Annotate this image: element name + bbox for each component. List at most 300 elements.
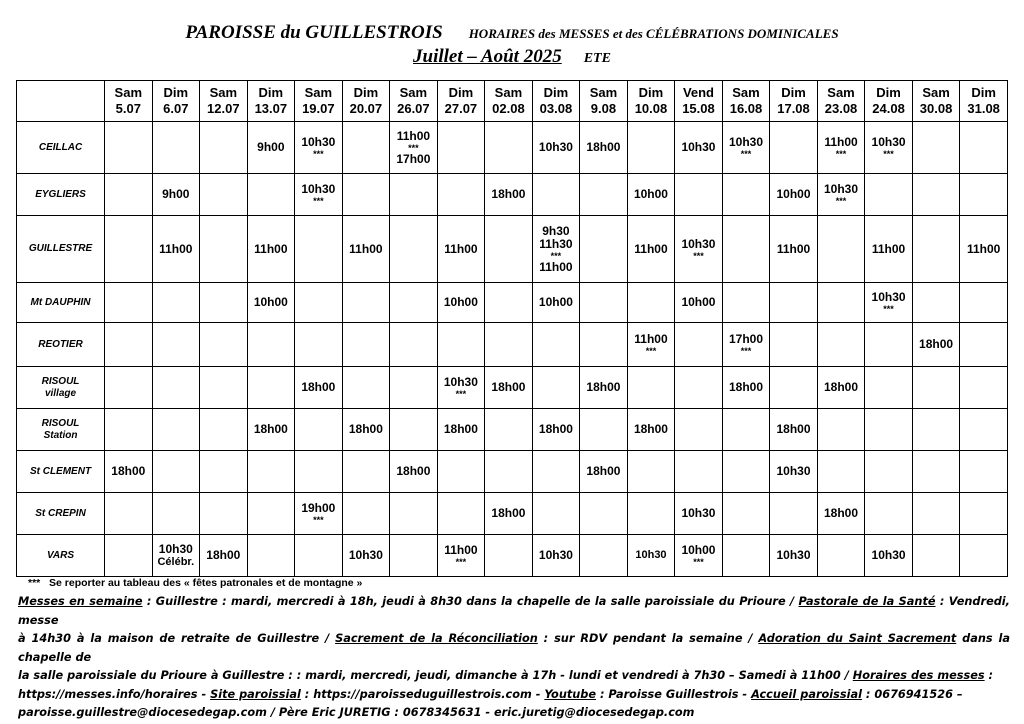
day-name: Sam (114, 85, 143, 100)
schedule-cell (532, 174, 580, 216)
mass-time: 10h30 (824, 182, 859, 196)
schedule-cell (485, 323, 533, 367)
date-value: 16.08 (729, 101, 763, 116)
schedule-cell (960, 216, 1008, 283)
schedule-cell (247, 283, 295, 323)
schedule-cell (485, 493, 533, 535)
schedule-cell (627, 122, 675, 174)
mass-time: 10h00 (538, 295, 573, 309)
table-row (17, 216, 1008, 283)
schedule-cell (627, 174, 675, 216)
schedule-cell (580, 493, 628, 535)
schedule-cell (865, 409, 913, 451)
day-name: Dim (971, 85, 996, 100)
schedule-cell (532, 216, 580, 283)
info-text: : Paroisse Guillestrois - (596, 687, 752, 701)
location-name: RISOUL (41, 417, 80, 429)
schedule-cell (675, 493, 723, 535)
date-column-header (105, 81, 153, 122)
schedule-cell (580, 174, 628, 216)
date-value: 12.07 (207, 101, 240, 116)
schedule-cell (390, 493, 438, 535)
schedule-cell (105, 122, 153, 174)
adoration-label: Adoration du Saint Sacrement (758, 632, 957, 645)
date-value: 6.07 (163, 101, 189, 116)
info-text: : sur RDV pendant la semaine / (537, 632, 759, 645)
mass-time: 10h00 (633, 187, 668, 201)
schedule-cell (912, 216, 960, 283)
day-name: Sam (922, 85, 950, 100)
schedule-cell (390, 535, 438, 577)
mass-time: 11h00 (539, 259, 573, 274)
table-row (17, 409, 1008, 451)
schedule-cell (675, 283, 723, 323)
schedule-cell (152, 535, 200, 577)
schedule-cell (722, 283, 770, 323)
date-column-header (485, 81, 533, 122)
mass-schedule-table (16, 80, 1008, 577)
mass-time: 10h30 (871, 135, 906, 149)
schedule-cell (817, 367, 865, 409)
schedule-cell (817, 216, 865, 283)
schedule-cell (580, 367, 628, 409)
schedule-cell (912, 367, 960, 409)
day-name: Sam (827, 85, 855, 100)
mass-time: 10h30 (871, 548, 906, 562)
schedule-cell (247, 216, 295, 283)
schedule-cell (865, 535, 913, 577)
footnote-marker: *** (408, 142, 419, 153)
schedule-cell (912, 535, 960, 577)
mass-time: 19h00 (301, 501, 336, 515)
schedule-cell (817, 493, 865, 535)
day-name: Dim (781, 85, 806, 100)
schedule-cell (580, 122, 628, 174)
location-cell (17, 535, 105, 577)
location-name: Mt DAUPHIN (30, 296, 91, 308)
schedule-cell (675, 367, 723, 409)
schedule-cell (200, 493, 248, 535)
schedule-cell (437, 535, 485, 577)
date-column-header (342, 81, 390, 122)
mass-time: 10h30 (538, 140, 573, 154)
schedule-cell (960, 409, 1008, 451)
date-value: 9.08 (590, 101, 617, 116)
schedule-cell (342, 283, 390, 323)
mass-time: 9h00 (257, 140, 285, 154)
schedule-cell (200, 174, 248, 216)
schedule-cell (105, 323, 153, 367)
schedule-cell (770, 493, 818, 535)
mass-time: 10h30 (681, 140, 716, 154)
mass-time: 10h30 (681, 506, 716, 520)
schedule-cell (770, 451, 818, 493)
info-line-3 (18, 667, 1010, 686)
health-pastoral-label: Pastorale de la Santé (798, 595, 936, 608)
footnote-text: Se reporter au tableau des « fêtes patronales et de montagne » (49, 577, 363, 589)
table-row (17, 283, 1008, 323)
table-header-row (17, 81, 1008, 122)
schedule-cell (390, 122, 438, 174)
mass-time: 18h00 (538, 422, 573, 436)
footnote-marker: *** (740, 149, 752, 159)
table-row (17, 323, 1008, 367)
mass-time: 11h00 (776, 241, 811, 256)
date-column-header (532, 81, 580, 122)
location-name: VARS (46, 549, 75, 561)
parish-title: PAROISSE du GUILLESTROIS (185, 22, 443, 43)
schedule-cell (722, 323, 770, 367)
location-name: St CLEMENT (29, 465, 92, 477)
schedule-cell (532, 409, 580, 451)
footnote-marker: *** (313, 196, 324, 206)
mass-time: 18h00 (396, 464, 431, 478)
schedule-cell (675, 451, 723, 493)
mass-time: 10h00 (681, 295, 716, 309)
info-text: : https://paroisseduguillestrois.com - (300, 687, 545, 701)
schedule-cell (675, 409, 723, 451)
mass-time: 10h30 (728, 135, 763, 149)
schedule-cell (912, 283, 960, 323)
schedule-cell (532, 122, 580, 174)
mass-time: 11h00 (871, 241, 906, 256)
info-block (18, 593, 1010, 723)
schedule-cell (342, 216, 390, 283)
location-cell (17, 283, 105, 323)
mass-time: 17h00 (728, 332, 763, 346)
schedule-cell (342, 535, 390, 577)
mass-time: 11h00 (349, 241, 383, 256)
mass-time: 10h30 (301, 135, 336, 149)
mass-time: 11h00 (254, 241, 288, 256)
schedule-cell (865, 323, 913, 367)
date-column-header (390, 81, 438, 122)
date-column-header (152, 81, 200, 122)
date-column-header (912, 81, 960, 122)
schedule-cell (580, 323, 628, 367)
mass-time: 10h00 (443, 295, 478, 309)
schedule-cell (865, 122, 913, 174)
mass-time: 10h30 (538, 548, 573, 562)
location-cell (17, 409, 105, 451)
footnote-marker: *** (883, 149, 894, 159)
schedule-cell (247, 323, 295, 367)
schedule-cell (627, 451, 675, 493)
schedule-cell (390, 174, 438, 216)
date-column-header (295, 81, 343, 122)
schedule-cell (485, 283, 533, 323)
schedule-cell (817, 174, 865, 216)
date-column-header (960, 81, 1008, 122)
schedule-cell (817, 283, 865, 323)
mass-time: 11h00 (444, 543, 478, 557)
schedule-cell (865, 493, 913, 535)
info-text: dans la chapelle de (18, 632, 1011, 664)
schedule-cell (247, 122, 295, 174)
schedule-cell (722, 174, 770, 216)
table-row (17, 451, 1008, 493)
schedule-cell (200, 451, 248, 493)
schedule-cell (722, 367, 770, 409)
schedule-cell (390, 409, 438, 451)
footnote-marker: *** (835, 149, 847, 159)
schedule-cell (722, 451, 770, 493)
schedule-cell (627, 283, 675, 323)
schedule-cell (960, 323, 1008, 367)
schedule-cell (295, 174, 343, 216)
day-name: Dim (543, 85, 569, 100)
date-value: 19.07 (302, 101, 335, 116)
schedule-cell (580, 451, 628, 493)
footnote-marker: *** (645, 346, 657, 356)
table-row (17, 122, 1008, 174)
mass-time: 11h30 (539, 236, 573, 251)
location-cell (17, 367, 105, 409)
schedule-cell (770, 216, 818, 283)
mass-time: 18h00 (586, 464, 621, 478)
schedule-cell (200, 323, 248, 367)
footnote-marker: *** (883, 304, 894, 314)
date-value: 24.08 (872, 101, 905, 116)
schedule-cell (865, 283, 913, 323)
location-cell (17, 122, 105, 174)
info-text: : (984, 669, 994, 682)
mass-time: 18h00 (253, 422, 288, 436)
schedule-cell (817, 451, 865, 493)
schedule-cell (770, 535, 818, 577)
schedule-cell (675, 216, 723, 283)
schedule-cell (200, 535, 248, 577)
day-name: Sam (732, 85, 760, 100)
schedule-cell (342, 174, 390, 216)
footnote-marker: *** (835, 196, 847, 206)
mass-time: 10h30 (681, 236, 716, 251)
schedule-cell (722, 535, 770, 577)
schedule-cell (437, 451, 485, 493)
schedule-cell (295, 122, 343, 174)
schedule-cell (722, 122, 770, 174)
mass-time: 18h00 (301, 380, 336, 394)
date-column-header (627, 81, 675, 122)
info-line-2 (18, 630, 1010, 667)
schedule-cell (105, 451, 153, 493)
reception-label: Accueil paroissial (751, 687, 862, 701)
schedule-cell (342, 122, 390, 174)
date-column-header (200, 81, 248, 122)
mass-time: 10h30 (635, 549, 667, 561)
schedule-cell (247, 174, 295, 216)
schedule-cell (152, 216, 200, 283)
schedule-cell (580, 535, 628, 577)
schedule-cell (532, 451, 580, 493)
schedule-cell (437, 216, 485, 283)
location-cell (17, 493, 105, 535)
mass-time: 9h00 (162, 187, 190, 201)
info-line-5: paroisse.guillestre@diocesedegap.com / Père Eric JURETIG : 0678345631 - eric.juretig@diocesedegap.com (18, 706, 695, 719)
schedule-cell (675, 323, 723, 367)
date-value: 23.08 (824, 101, 858, 116)
day-name: Dim (163, 85, 189, 100)
location-name: REOTIER (38, 338, 83, 350)
schedule-cell (770, 122, 818, 174)
date-value: 10.08 (634, 101, 668, 116)
footnote-marker: *** (313, 515, 324, 525)
mass-time: 10h00 (253, 295, 288, 309)
date-column-header (865, 81, 913, 122)
schedule-cell (152, 323, 200, 367)
schedule-cell (247, 451, 295, 493)
schedule-cell (105, 216, 153, 283)
schedule-subtitle: HORAIRES des MESSES et des CÉLÉBRATIONS DOMINICALES (468, 26, 839, 41)
schedule-cell (105, 493, 153, 535)
schedule-cell (960, 283, 1008, 323)
schedule-cell (960, 493, 1008, 535)
mass-time: 10h30 (443, 375, 478, 389)
location-cell (17, 451, 105, 493)
schedule-cell (152, 493, 200, 535)
schedule-cell (295, 409, 343, 451)
schedule-cell (152, 122, 200, 174)
info-text: : Guillestre : mardi, mercredi à 18h, jeudi à 8h30 dans la chapelle de la salle paroissiale du Prioure / (142, 595, 799, 608)
schedule-cell (627, 493, 675, 535)
parish-site-label: Site paroissial (210, 687, 301, 701)
location-name: village (44, 387, 77, 399)
mass-time: 18h00 (586, 140, 621, 154)
mass-time: 10h00 (776, 187, 811, 201)
day-name: Dim (448, 85, 474, 100)
schedule-cell (342, 409, 390, 451)
day-name: Sam (209, 85, 238, 100)
schedule-cell (532, 535, 580, 577)
schedule-cell (200, 367, 248, 409)
schedule-cell (485, 409, 533, 451)
location-cell (17, 174, 105, 216)
schedule-cell (580, 283, 628, 323)
table-row (17, 535, 1008, 577)
schedule-cell (105, 409, 153, 451)
schedule-cell (627, 535, 675, 577)
mass-time: 11h00 (634, 241, 668, 256)
mass-time: 18h00 (633, 422, 668, 436)
info-line-4 (18, 686, 1010, 705)
schedule-cell (485, 216, 533, 283)
schedule-cell (247, 409, 295, 451)
schedule-cell (295, 323, 343, 367)
date-value: 15.08 (682, 101, 715, 116)
mass-time: 18h00 (586, 380, 621, 394)
schedule-cell (342, 323, 390, 367)
day-name: Sam (589, 85, 618, 100)
youtube-label: Youtube (544, 687, 597, 701)
mass-time: 18h00 (728, 380, 763, 394)
mass-time: Célébr. (157, 555, 195, 568)
schedule-cell (817, 323, 865, 367)
mass-time: 10h30 (776, 548, 811, 562)
mass-time: 11h00 (966, 241, 1001, 256)
schedule-cell (485, 535, 533, 577)
info-text: : 0676941526 – (861, 687, 963, 701)
info-text: : Vendredi, messe (18, 595, 1010, 627)
schedule-cell (200, 122, 248, 174)
location-name: GUILLESTRE (28, 243, 93, 254)
location-name: EYGLIERS (35, 188, 86, 200)
footnote-marker: *** (550, 250, 562, 261)
schedule-cell (627, 367, 675, 409)
footnote-marker: *** (693, 557, 704, 567)
mass-time: 18h00 (348, 422, 383, 436)
mass-time: 18h00 (443, 422, 478, 436)
date-value: 02.08 (492, 101, 525, 116)
mass-time: 18h00 (491, 187, 526, 201)
schedule-cell (200, 283, 248, 323)
mass-time: 10h30 (301, 182, 336, 196)
location-cell (17, 323, 105, 367)
schedule-cell (960, 451, 1008, 493)
date-value: 27.07 (444, 101, 478, 116)
table-row (17, 493, 1008, 535)
footnote-marker: *** (740, 346, 752, 356)
mass-time: 10h30 (871, 290, 906, 304)
schedule-cell (105, 174, 153, 216)
schedule-cell (722, 493, 770, 535)
day-name: Dim (638, 85, 664, 100)
schedule-cell (722, 409, 770, 451)
schedule-cell (390, 283, 438, 323)
schedule-cell (390, 323, 438, 367)
header (0, 22, 1024, 44)
schedule-cell (152, 174, 200, 216)
schedule-cell (437, 323, 485, 367)
schedule-cell (817, 122, 865, 174)
day-name: Dim (353, 85, 379, 100)
schedule-cell (865, 451, 913, 493)
schedule-cell (295, 216, 343, 283)
date-value: 03.08 (539, 101, 573, 116)
schedule-cell (295, 283, 343, 323)
schedule-cell (675, 122, 723, 174)
mass-time: 11h00 (824, 135, 858, 149)
mass-time: 18h00 (919, 337, 954, 351)
date-value: 20.07 (349, 101, 383, 116)
schedule-cell (532, 367, 580, 409)
footnote (28, 577, 362, 589)
schedule-cell (437, 174, 485, 216)
schedule-cell (770, 283, 818, 323)
schedule-cell (247, 493, 295, 535)
schedule-cell (960, 367, 1008, 409)
table-row (17, 367, 1008, 409)
schedule-cell (912, 122, 960, 174)
schedule-cell (580, 216, 628, 283)
mass-time: 11h00 (444, 241, 478, 256)
schedule-cell (532, 283, 580, 323)
info-line-1 (18, 593, 1010, 630)
schedule-cell (912, 323, 960, 367)
schedule-cell (437, 493, 485, 535)
schedule-cell (485, 451, 533, 493)
schedule-cell (532, 323, 580, 367)
date-value: 26.07 (397, 101, 430, 116)
date-value: 17.08 (777, 101, 810, 116)
schedule-cell (960, 174, 1008, 216)
footnote-marker: *** (693, 250, 704, 261)
date-column-header (817, 81, 865, 122)
mass-time: 18h00 (111, 464, 146, 478)
mass-time: 18h00 (491, 506, 526, 520)
schedule-cell (152, 451, 200, 493)
schedule-cell (437, 409, 485, 451)
info-text: à 14h30 à la maison de retraite de Guillestre / (18, 632, 336, 645)
